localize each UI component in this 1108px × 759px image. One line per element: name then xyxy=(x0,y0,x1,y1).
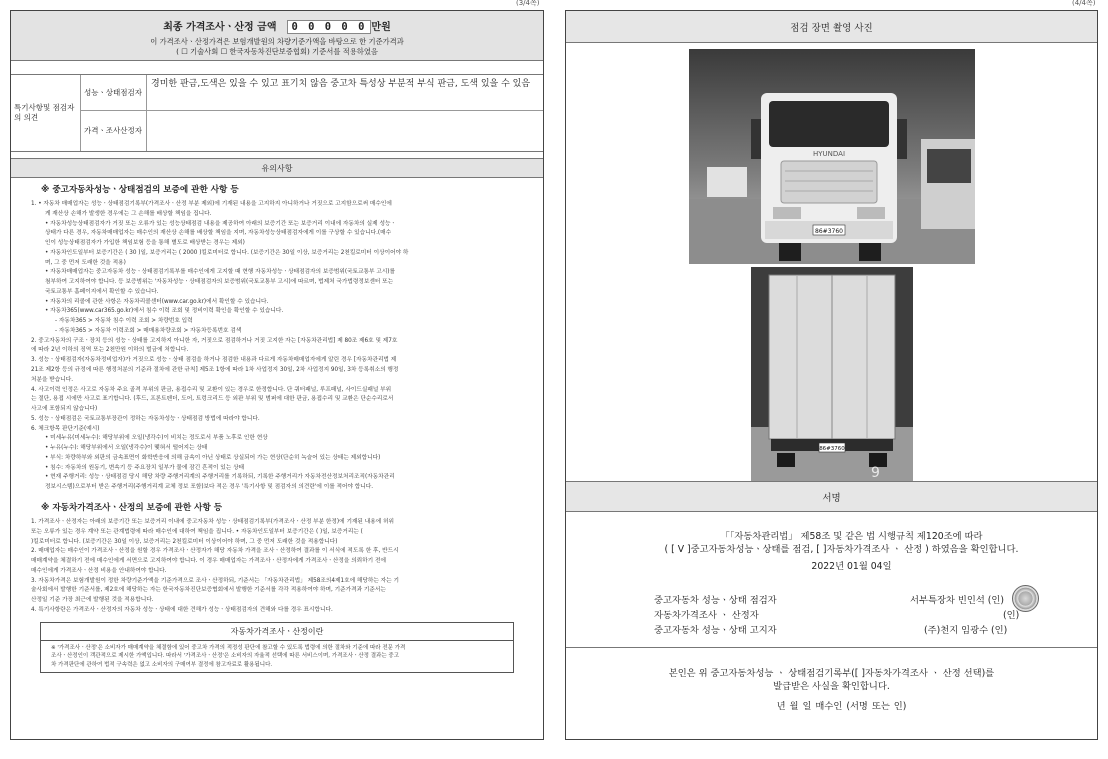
note-line: 처분을 받습니다. xyxy=(31,376,74,383)
note-line: 매수인에게 가격조사ㆍ산정 비용을 안내하여야 합니다. xyxy=(31,567,167,574)
note-line: 상태가 다른 경우, 자동차매매업자는 매수인의 재산상 손해를 배상할 책임을 지며, 자동차성능상태점검자에게 이를 구상할 수 있습니다.(매수 xyxy=(45,230,392,237)
signature-bar: 서명 xyxy=(566,481,1097,512)
note-line: 에 따라 2년 이하의 징역 또는 2천만원 이하의 벌금에 처합니다. xyxy=(31,347,189,354)
perf-inspector-header: 성능ㆍ상태점검자 xyxy=(81,75,147,111)
note-line: 는 절단, 용접 시에만 사고로 표기합니다. (후드, 프론트펜더, 도어, 트렁크리드 등 외판 부위 및 범퍼에 대한 판금, 용접수리 및 교환은 단순수리로서 xyxy=(31,396,394,403)
note-line: 21조 제2항 등의 규정에 따른 행정처분의 기준과 절차에 관한 규칙] 제5조 1항에 따라 1차 사업정지 30일, 2차 사업정지 90일, 3차 등록취소의 행정 xyxy=(31,367,399,374)
note-line: 3. 자동차가격은 보험개발원이 정한 차량기준가액을 기준가격으로 조사ㆍ산정하되, 기준서는 「자동차관리법」 제58조의4제1호에 해당하는 자는 기 xyxy=(31,577,399,584)
truck-rear-photo xyxy=(566,267,1097,481)
front-plate-text: 86#3760 xyxy=(814,228,843,235)
note-line: - 자동차365 > 자동차 침수 이력 조회 > 차량번호 입력 xyxy=(55,318,193,325)
note-line: • 자동차매매업자는 중고자동차 성능ㆍ상태점검기록부를 매수인에게 고지할 때 현행 자동차성능ㆍ상태점검자의 보증범위(국토교통부 고시)를 xyxy=(45,269,396,276)
assessor-role: 자동차가격조사 ㆍ 산정자 xyxy=(654,610,759,621)
note-line: 정보시스템)으로부터 받은 주행거리(주행거리계 교체 정보 포함)보다 적은 경우 '특기사항 및 점검자의 의견란'에 이를 적어야 합니다. xyxy=(45,484,374,491)
note-line: 국토교통부 홈페이지에서 확인할 수 있습니다. xyxy=(45,288,159,295)
inspection-notes-page xyxy=(10,10,544,740)
price-assessor-header: 가격ㆍ조사산정자 xyxy=(81,111,147,151)
final-price-digits: 0 0 0 0 0 xyxy=(287,20,372,34)
ack-line-2: 발급받은 사실을 확인합니다. xyxy=(773,681,890,693)
section1-notes xyxy=(11,200,543,491)
notice-bar: 유의사항 xyxy=(11,158,543,178)
final-price-unit: 만원 xyxy=(371,22,391,33)
note-line: 6. 체크항목 판단기준(예시) xyxy=(31,425,100,432)
signature-date: 2022년 01월 04일 xyxy=(811,560,892,572)
note-line: • 부식: 차량하부와 외판의 금속표면이 화학반응에 의해 금속이 아닌 상태로 상실되어 가는 현상(단순히 녹슬어 있는 상태는 제외합니다) xyxy=(45,454,381,461)
note-line: 2. 중고자동차의 구조ㆍ장치 등의 성능ㆍ상태를 고지하지 아니한 자, 거짓으로 점검하거나 거짓 고지한 자는 [자동차관리법] 제 80조 제6호 및 제7호 xyxy=(31,337,398,344)
final-price-label: 최종 가격조사ㆍ산정 금액 xyxy=(163,22,277,33)
notifier-role: 중고자동차 성능ㆍ상태 고지자 xyxy=(654,625,777,636)
assessor-signer: (인) xyxy=(1003,610,1020,621)
info-box-line: 조사ㆍ산정인이 객관적으로 제시한 가액입니다. 따라서 '가격조사ㆍ산정'은 소비자의 자율적 선택에 따른 서비스이며, 가격조사ㆍ산정 결과는 중고 xyxy=(51,653,400,660)
info-box-line: ※ '가격조사ㆍ산정'은 소비자가 매매계약을 체결함에 있어 중고차 가격의 적정성 판단에 참고할 수 있도록 법령에 의한 절차와 기준에 따라 전문 가격 xyxy=(51,645,406,652)
note-line: 4. 특기사항란은 가격조사ㆍ산정자의 자동차 성능ㆍ상태에 대한 견해가 성능ㆍ상태점검자의 견해와 다를 경우 표시합니다. xyxy=(31,606,333,613)
truck-front-photo xyxy=(566,49,1097,264)
photo-signature-page xyxy=(565,10,1098,740)
final-price-header xyxy=(11,11,543,61)
signature-area xyxy=(566,530,1097,647)
notifier-signer: (주)천지 임광수 (인) xyxy=(924,625,1008,636)
price-assessor-opinion xyxy=(147,111,543,151)
law-basis-line: 「「자동차관리법」 제58조 및 같은 법 시행규칙 제120조에 따라 xyxy=(720,531,983,542)
note-line: • 현재 주행거리: 성능ㆍ상태점검 당시 해당 차량 주행거리계의 주행거리를 기록하되, 기록한 주행거리가 자동차전산정보처리조직(자동차관리 xyxy=(45,474,395,481)
perf-inspector-opinion: 경미한 판금,도색은 있을 수 있고 표기치 않음 중고차 특성상 부분적 부식 판금, 도색 있을 수 있음 xyxy=(147,75,543,111)
confirmation-line: ( [ V ]중고자동차성능ㆍ상태를 점검, [ ]자동차가격조사 ㆍ 산정 ) 하였음을 확인합니다. xyxy=(664,544,1019,556)
inspector-role: 중고자동차 성능ㆍ상태 점검자 xyxy=(654,595,777,606)
note-line: 첨부하여 고지하여야 합니다. 등 보증범위는 '자동차성능ㆍ상태점검자의 보증범위(국토교통부 고시)에 따르며, 법제처 국가법령정보센터 또는 xyxy=(45,279,394,286)
opinion-table xyxy=(11,74,543,152)
note-line: • 미세누유(미세누수): 해당부위에 오일(냉각수)이 비치는 정도로서 부품 노후로 인한 현상 xyxy=(45,435,268,442)
grille-brand-text: HYUNDAI xyxy=(812,150,845,158)
note-line: • 자동차365(www.car365.go.kr)에서 침수 이력 조회 및 정비이력 확인을 확인할 수 있습니다. xyxy=(45,308,284,315)
note-line: 또는 오류가 있는 경우 계약 또는 관계법령에 따라 매수인에 대하여 책임을 집니다. • 자동차인도일부터 보증기간은 ( )일, 보증거리는 ( xyxy=(31,528,363,535)
note-line: 게 재산상 손해가 발생한 경우에는 그 손해를 배상할 책임을 집니다. xyxy=(45,210,212,217)
note-line: 1. 가격조사ㆍ산정자는 아래의 보증기간 또는 보증거리 이내에 중고자동차 성능ㆍ상태점검기록부(가격조사ㆍ산정 부분 한정)에 기재된 내용에 허위 xyxy=(31,518,395,525)
note-line: 4. 사고이력 인정은 사고로 자동차 주요 골격 부위의 판금, 용접수리 및 교환이 있는 경우로 한정합니다. 단 쿼터패널, 루프패널, 사이드실패널 부위 xyxy=(31,386,392,393)
note-line: • 자동차인도일부터 보증기간은 ( 30 )일, 보증거리는 ( 2000 )킬로미터로 합니다. (보증기간은 30일 이상, 보증거리는 2천킬로미터 이상이어야 하 xyxy=(45,249,409,256)
note-line: 술사회에서 발행한 기준서를, 제2호에 해당하는 자는 한국자동차진단보증협회에서 발행한 기준서를 각각 적용하여야 하며, 기준가격과 기준서는 xyxy=(31,587,386,594)
rear-plate-text: 86#3760 xyxy=(818,446,845,452)
section1-title: ※ 중고자동차성능ㆍ상태점검의 보증에 관한 사항 등 xyxy=(41,185,239,195)
ack-line-1: 본인은 위 중고자동차성능 ㆍ 상태점검기록부([ ]자동차가격조사 ㆍ 산정 선택)를 xyxy=(668,668,995,679)
price-assessment-info-box xyxy=(40,622,514,673)
note-line: 며, 그 중 먼저 도래한 것을 적용) xyxy=(45,259,126,266)
buyer-acknowledgement xyxy=(566,647,1097,739)
buyer-sign-line: 년 월 일 매수인 (서명 또는 인) xyxy=(776,700,907,712)
opinion-label: 특기사항및 점검자의 의견 xyxy=(11,75,81,151)
note-line: 1. • 자동차 매매업자는 성능ㆍ상태점검기록부(가격조사ㆍ산정 부분 제외)에 기재된 내용을 고지하지 아니하거나 거짓으로 고지함으로써 매수인에 xyxy=(31,201,392,207)
final-price-note-2: ( ☐ 기술사회 ☐ 한국자동차진단보증협회) 기준서를 적용하였음 xyxy=(176,46,378,56)
note-line: • 누유(누수): 해당부위에서 오일(냉각수)이 맺혀서 떨어지는 상태 xyxy=(45,445,208,452)
inspector-seal-stamp xyxy=(1012,585,1039,612)
note-line: 3. 성능ㆍ상태점검자(자동차정비업자)가 거짓으로 성능ㆍ상태 점검을 하거나 점검한 내용과 다르게 자동차매매업자에게 알린 경우 [자동차관리법 제 xyxy=(31,357,397,364)
note-line: 인이 성능상태점검자가 가입한 책임보험 등을 통해 별도로 배상받는 경우는 제외) xyxy=(45,240,245,247)
note-line: • 침수: 자동차의 원동기, 변속기 등 주요장치 일부가 물에 잠긴 흔적이 있는 상태 xyxy=(45,464,245,471)
page-number-left: (3/4쪽) xyxy=(516,0,540,7)
section2-title: ※ 자동차가격조사ㆍ산정의 보증에 관한 사항 등 xyxy=(41,502,223,513)
parking-bay-marking: 9 xyxy=(870,465,880,481)
page-number-right: (4/4쪽) xyxy=(1072,0,1096,7)
section2-notes xyxy=(11,518,543,614)
info-box-line: 차 가격판단에 관하여 법적 구속력은 없고 소비자의 구매여부 결정에 참고자료로 활용됩니다. xyxy=(51,661,273,668)
note-line: - 자동차365 > 자동차 이력조회 > 매매용차량조회 > 자동차등록번호 검색 xyxy=(55,327,242,334)
note-line: • 자동차의 리콜에 관한 사항은 자동차리콜센터(www.car.go.kr)에서 확인할 수 있습니다. xyxy=(45,298,269,305)
note-line: • 자동차성능상태점검자가 거짓 또는 오류가 있는 성능상태점검 내용을 제공하여 아래의 보증기간 또는 보증거리 이내에 자동차의 실제 성능ㆍ xyxy=(45,220,396,227)
note-line: )킬로미터로 합니다. (보증기간은 30일 이상, 보증거리는 2천킬로미터 이상이어야 하며, 그 중 먼저 도래한 것을 적용합니다) xyxy=(31,538,338,545)
note-line: 사고에 포함되지 않습니다) xyxy=(31,406,98,413)
note-line: 산정일 기준 가장 최근에 발행된 것을 적용합니다. xyxy=(31,597,154,604)
note-line: 2. 매매업자는 매수인이 가격조사ㆍ산정을 원할 경우 가격조사ㆍ산정자가 해당 자동차 가격을 조사ㆍ산정하여 결과를 이 서식에 적도록 한 후, 반드시 xyxy=(31,548,399,555)
final-price-note-1: 이 가격조사ㆍ산정가격은 보험개발원의 차량기준가액을 바탕으로 한 기준가격과 xyxy=(150,37,404,46)
info-box-title: 자동차가격조사ㆍ산정이란 xyxy=(41,623,513,641)
inspector-signer: 서부특장차 빈인석 (인) xyxy=(910,595,1004,606)
photo-section-header: 점검 장면 촬영 사진 xyxy=(566,11,1097,43)
note-line: 매매계약을 체결하기 전에 매수인에게 서면으로 고지하여야 합니다. 이 경우 매매업자는 가격조사ㆍ산정자에게 가격조사ㆍ산정을 의뢰하기 전에 xyxy=(31,558,386,565)
note-line: 5. 성능ㆍ상태점검은 국토교통부장관이 정하는 자동차성능ㆍ상태점검 방법에 따라야 합니다. xyxy=(31,415,260,422)
